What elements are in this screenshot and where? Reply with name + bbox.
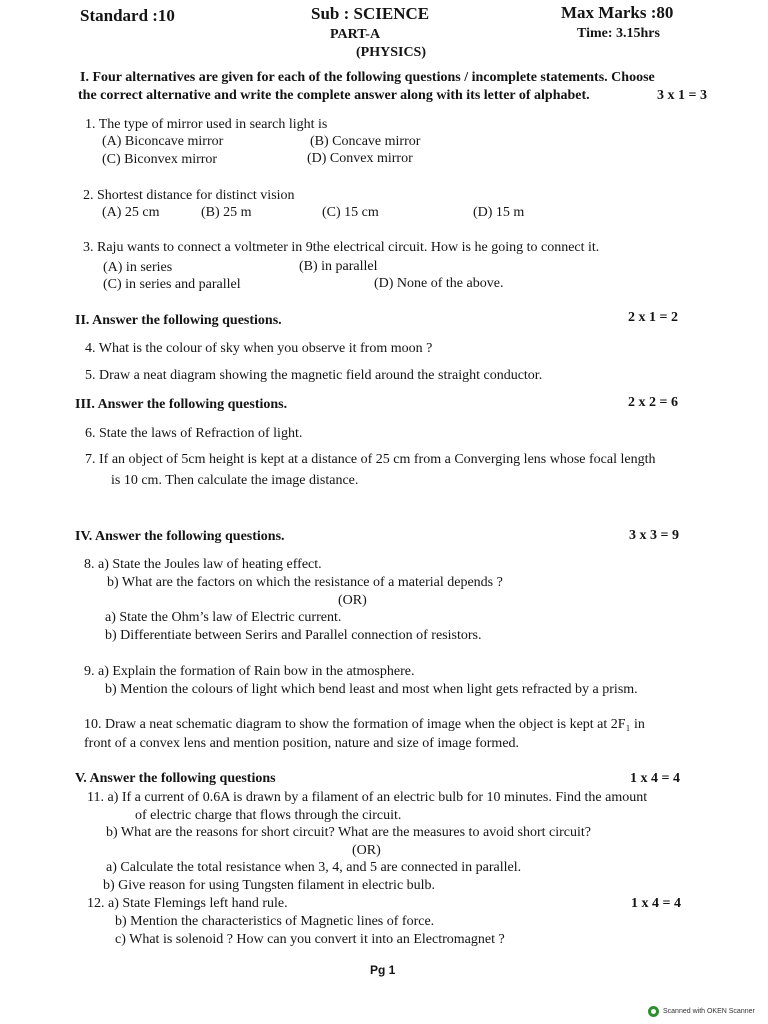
question-8a: 8. a) State the Joules law of heating effect. — [84, 557, 322, 572]
question-3-option-b: (B) in parallel — [299, 259, 378, 274]
part-label: PART-A — [330, 27, 381, 42]
question-12c: c) What is solenoid ? How can you convert it into an Electromagnet ? — [115, 932, 505, 947]
question-2-option-a: (A) 25 cm — [102, 205, 160, 220]
question-2-option-b: (B) 25 m — [201, 205, 252, 220]
question-2: 2. Shortest distance for distinct vision — [83, 188, 295, 203]
question-1: 1. The type of mirror used in search light is — [85, 117, 328, 132]
question-8c: a) State the Ohm’s law of Electric current. — [105, 610, 342, 625]
question-8d: b) Differentiate between Serirs and Parallel connection of resistors. — [105, 628, 482, 643]
section-1-marks: 3 x 1 = 3 — [657, 88, 707, 103]
section-4-title: IV. Answer the following questions. — [75, 529, 285, 544]
question-12a: 12. a) State Flemings left hand rule. — [87, 896, 288, 911]
scanner-watermark — [648, 1006, 755, 1017]
question-1-option-a: (A) Biconcave mirror — [102, 134, 224, 149]
question-1-option-c: (C) Biconvex mirror — [102, 152, 218, 167]
physics-label: (PHYSICS) — [356, 45, 427, 60]
question-10-line2: front of a convex lens and mention position, nature and size of image formed. — [84, 736, 520, 751]
section-1-instruction-line1: I. Four alternatives are given for each of the following questions / incomplete statements. Choose — [80, 70, 655, 85]
question-1-option-b: (B) Concave mirror — [310, 134, 421, 149]
section-3-title: III. Answer the following questions. — [75, 397, 288, 412]
question-12b: b) Mention the characteristics of Magnetic lines of force. — [115, 914, 435, 929]
question-10-line1: 10. Draw a neat schematic diagram to show the formation of image when the object is kept at 2F₁ in — [84, 717, 645, 732]
question-11c: a) Calculate the total resistance when 3, 4, and 5 are connected in parallel. — [106, 860, 522, 875]
question-11d: b) Give reason for using Tungsten filament in electric bulb. — [103, 878, 436, 893]
question-3: 3. Raju wants to connect a voltmeter in 9the electrical circuit. How is he going to connect it. — [83, 240, 600, 255]
standard-label: Standard :10 — [80, 6, 175, 25]
question-9b: b) Mention the colours of light which bend least and most when light gets refracted by a prism. — [105, 682, 638, 697]
section-1-instruction-line2: the correct alternative and write the complete answer along with its letter of alphabet. — [78, 88, 590, 103]
question-4: 4. What is the colour of sky when you observe it from moon ? — [85, 341, 433, 356]
section-2-title: II. Answer the following questions. — [75, 313, 282, 328]
question-3-option-d: (D) None of the above. — [374, 276, 504, 291]
question-7-line2: is 10 cm. Then calculate the image distance. — [111, 473, 359, 488]
question-6: 6. State the laws of Refraction of light. — [85, 426, 303, 441]
section-2-marks: 2 x 1 = 2 — [628, 310, 678, 325]
or-divider-1: (OR) — [338, 593, 367, 608]
subject-label: Sub : SCIENCE — [311, 4, 430, 23]
question-1-option-d: (D) Convex mirror — [307, 151, 413, 166]
question-3-option-a: (A) in series — [103, 260, 173, 275]
section-4-marks: 3 x 3 = 9 — [629, 528, 679, 543]
or-divider-2: (OR) — [352, 843, 381, 858]
question-8b: b) What are the factors on which the resistance of a material depends ? — [107, 575, 503, 590]
question-11b: b) What are the reasons for short circuit? What are the measures to avoid short circuit? — [106, 825, 592, 840]
section-5-title: V. Answer the following questions — [75, 771, 276, 786]
max-marks-label: Max Marks :80 — [561, 3, 674, 22]
time-label: Time: 3.15hrs — [577, 26, 660, 41]
question-11a-line1: 11. a) If a current of 0.6A is drawn by a filament of an electric bulb for 10 minutes. Find the amount — [87, 790, 648, 805]
question-5: 5. Draw a neat diagram showing the magnetic field around the straight conductor. — [85, 368, 543, 383]
question-7-line1: 7. If an object of 5cm height is kept at a distance of 25 cm from a Converging lens whose focal length — [85, 452, 656, 467]
page-number: Pg 1 — [370, 963, 396, 977]
section-5-marks: 1 x 4 = 4 — [630, 771, 680, 786]
oken-scanner-icon — [648, 1006, 659, 1017]
question-2-option-d: (D) 15 m — [473, 205, 525, 220]
question-12-marks: 1 x 4 = 4 — [631, 896, 681, 911]
scanner-text: Scanned with OKEN Scanner — [663, 1008, 755, 1015]
question-3-option-c: (C) in series and parallel — [103, 277, 241, 292]
section-3-marks: 2 x 2 = 6 — [628, 395, 678, 410]
question-11a-line2: of electric charge that flows through the circuit. — [135, 808, 402, 823]
question-2-option-c: (C) 15 cm — [322, 205, 379, 220]
question-9a: 9. a) Explain the formation of Rain bow in the atmosphere. — [84, 664, 415, 679]
